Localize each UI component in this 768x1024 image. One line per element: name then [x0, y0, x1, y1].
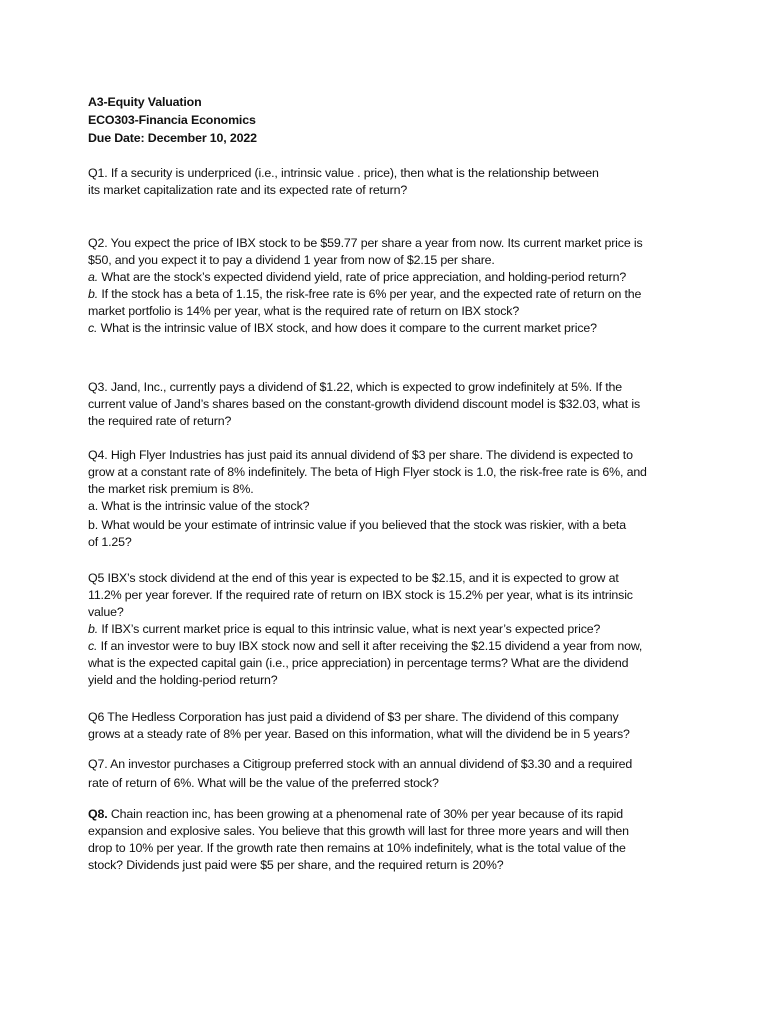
q2-part-a	[88, 269, 626, 285]
q4-line-1: Q4. High Flyer Industries has just paid its annual dividend of $3 per share. The dividend is expected to	[88, 448, 633, 462]
q8-line-2: expansion and explosive sales. You believe that this growth will last for three more years and will then	[88, 824, 629, 838]
q5-part-b-marker: b.	[88, 622, 99, 636]
q2-part-a-text: What are the stock’s expected dividend yield, rate of price appreciation, and holding-period return?	[98, 270, 627, 284]
q5-line-2: 11.2% per year forever. If the required rate of return on IBX stock is 15.2% per year, what is its intrinsic	[88, 588, 633, 602]
q5-part-c-marker: c.	[88, 639, 98, 653]
q3-line-3: the required rate of return?	[88, 414, 232, 428]
q4-part-b-line-1: b. What would be your estimate of intrinsic value if you believed that the stock was riskier, with a beta	[88, 518, 626, 532]
q8-line-1-text: Chain reaction inc, has been growing at a phenomenal rate of 30% per year because of its rapid	[107, 807, 623, 821]
q2-line-2: $50, and you expect it to pay a dividend 1 year from now of $2.15 per share.	[88, 253, 495, 267]
q2-part-b-marker: b.	[88, 287, 99, 301]
q5-line-1: Q5 IBX’s stock dividend at the end of this year is expected to be $2.15, and it is expected to grow at	[88, 571, 619, 585]
q5-part-b-text: If IBX’s current market price is equal to this intrinsic value, what is next year’s expected price?	[98, 622, 601, 636]
q4-part-a: a. What is the intrinsic value of the stock?	[88, 499, 310, 513]
q2-part-c-marker: c.	[88, 321, 98, 335]
q2-part-b-line-2: market portfolio is 14% per year, what is the required rate of return on IBX stock?	[88, 304, 520, 318]
q2-part-a-marker: a.	[88, 270, 99, 284]
q8-line-1	[88, 806, 623, 822]
q8-line-4: stock? Dividends just paid were $5 per share, and the required return is 20%?	[88, 858, 504, 872]
q2-part-b	[88, 286, 641, 302]
course-name: ECO303-Financia Economics	[88, 113, 256, 127]
q5-line-3: value?	[88, 605, 124, 619]
q2-part-c	[88, 320, 597, 336]
q4-line-3: the market risk premium is 8%.	[88, 482, 254, 496]
q6-line-2: grows at a steady rate of 8% per year. Based on this information, what will the dividend be in 5 years?	[88, 727, 630, 741]
q8-lead: Q8.	[88, 807, 108, 821]
q7-line-1: Q7. An investor purchases a Citigroup preferred stock with an annual dividend of $3.30 and a required	[88, 757, 633, 771]
q5-part-b	[88, 621, 600, 637]
q1-line-1: Q1. If a security is underpriced (i.e., intrinsic value . price), then what is the relationship between	[88, 166, 599, 180]
q5-part-c-line-3: yield and the holding-period return?	[88, 673, 278, 687]
q1-line-2: its market capitalization rate and its expected rate of return?	[88, 183, 408, 197]
assignment-title: A3-Equity Valuation	[88, 95, 202, 109]
q2-part-b-text: If the stock has a beta of 1.15, the risk-free rate is 6% per year, and the expected rate of return on the	[98, 287, 642, 301]
q8-line-3: drop to 10% per year. If the growth rate then remains at 10% indefinitely, what is the total value of the	[88, 841, 626, 855]
q3-line-1: Q3. Jand, Inc., currently pays a dividend of $1.22, which is expected to grow indefinitely at 5%. If the	[88, 380, 623, 394]
q4-line-2: grow at a constant rate of 8% indefinitely. The beta of High Flyer stock is 1.0, the risk-free rate is 6%, and	[88, 465, 647, 479]
q5-part-c-line-2: what is the expected capital gain (i.e., price appreciation) in percentage terms? What are the dividend	[88, 656, 629, 670]
q5-part-c-text: If an investor were to buy IBX stock now and sell it after receiving the $2.15 dividend a year from now,	[97, 639, 643, 653]
q7-line-2: rate of return of 6%. What will be the value of the preferred stock?	[88, 776, 439, 790]
q2-line-1: Q2. You expect the price of IBX stock to be $59.77 per share a year from now. Its current market price is	[88, 236, 643, 250]
due-date: Due Date: December 10, 2022	[88, 131, 257, 145]
q6-line-1: Q6 The Hedless Corporation has just paid a dividend of $3 per share. The dividend of this company	[88, 710, 619, 724]
q2-part-c-text: What is the intrinsic value of IBX stock, and how does it compare to the current market price?	[97, 321, 597, 335]
q4-part-b-line-2: of 1.25?	[88, 535, 132, 549]
q5-part-c	[88, 638, 642, 654]
q3-line-2: current value of Jand’s shares based on the constant-growth dividend discount model is $32.03, what is	[88, 397, 641, 411]
